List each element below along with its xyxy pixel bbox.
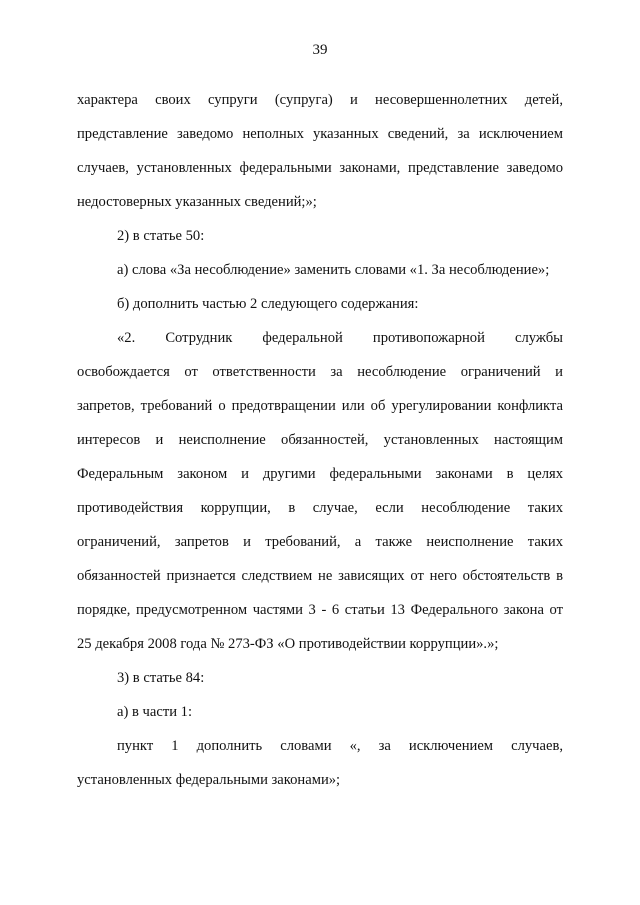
text-line: случаев, установленных федеральными законами, представление заведомо (77, 160, 563, 176)
text-line: недостоверных указанных сведений;»; (77, 194, 317, 210)
text-line: «2. Сотрудник федеральной противопожарной службы (117, 330, 563, 346)
paragraph-item-a: а) слова «За несоблюдение» заменить словами «1. За несоблюдение»; (117, 262, 550, 278)
paragraph-part-1: а) в части 1: (117, 704, 193, 720)
document-body (77, 83, 563, 797)
text-line: Федеральным законом и другими федеральными законами в целях (77, 466, 563, 482)
text-line: установленных федеральными законами»; (77, 772, 341, 788)
page-number: 39 (312, 42, 328, 58)
text-line: освобождается от ответственности за несоблюдение ограничений и (77, 364, 563, 380)
paragraph-article-84: 3) в статье 84: (117, 670, 205, 686)
text-line: запретов, требований о предотвращении или об урегулировании конфликта (77, 398, 563, 414)
text-line: противодействия коррупции, в случае, если несоблюдение таких (77, 500, 563, 516)
text-line: порядке, предусмотренном частями 3 - 6 статьи 13 Федерального закона от (77, 602, 563, 618)
text-line: пункт 1 дополнить словами «, за исключением случаев, (117, 738, 563, 754)
paragraph-item-b: б) дополнить частью 2 следующего содержания: (117, 296, 419, 312)
text-line: 25 декабря 2008 года № 273-ФЗ «О противодействии коррупции».»; (77, 636, 499, 652)
paragraph-article-50: 2) в статье 50: (117, 228, 205, 244)
paragraph-continuation (77, 83, 563, 219)
text-line: ограничений, запретов и требований, а также неисполнение таких (77, 534, 563, 550)
paragraph-part-2 (77, 321, 563, 661)
paragraph-point-1 (77, 729, 563, 797)
text-line: интересов и неисполнение обязанностей, установленных настоящим (77, 432, 563, 448)
text-line: характера своих супруги (супруга) и несовершеннолетних детей, (77, 92, 563, 108)
text-line: обязанностей признается следствием не зависящих от него обстоятельств в (77, 568, 563, 584)
text-line: представление заведомо неполных указанных сведений, за исключением (77, 126, 563, 142)
